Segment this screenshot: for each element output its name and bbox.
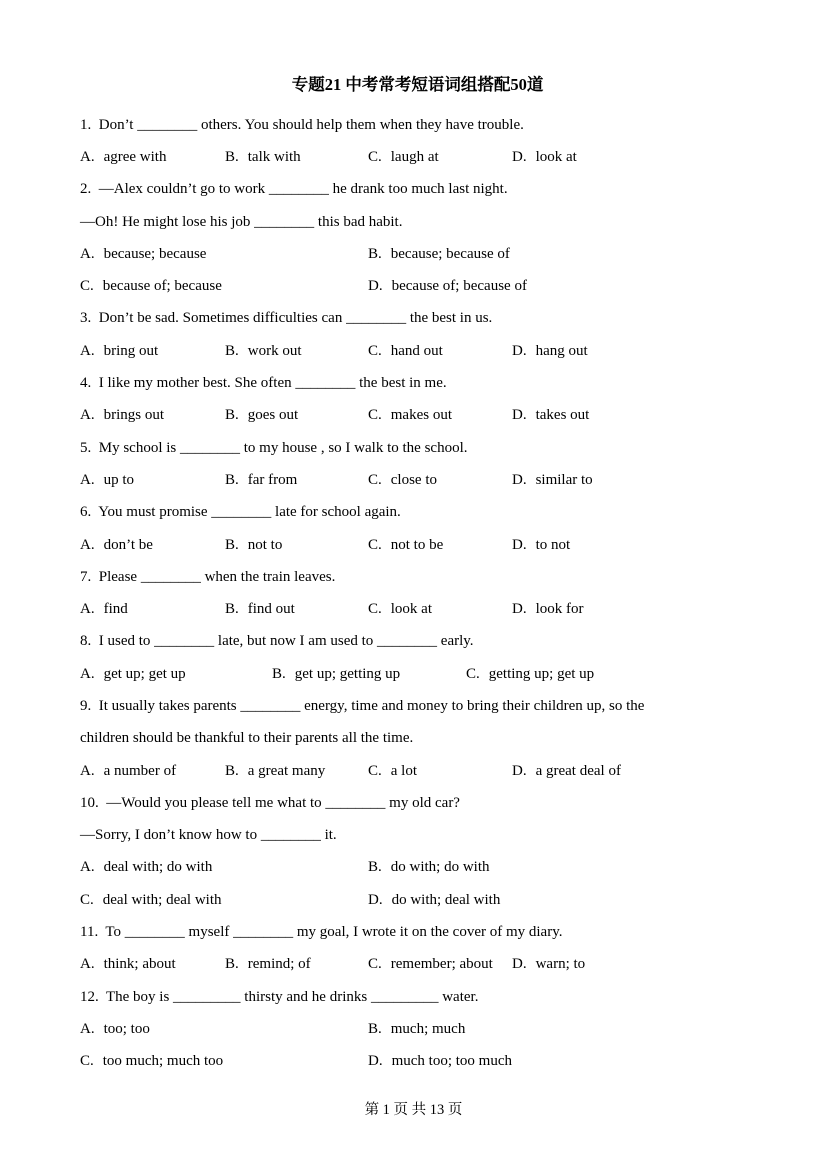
option-text: look for [535,601,584,618]
question [80,432,755,497]
answer-option [368,149,512,166]
question-text-line: 9. It usually takes parents ________ energy, time and money to bring their children up, so the [80,697,645,714]
option-text: brings out [103,407,165,424]
page-content [80,74,755,1078]
option-text: because; because [103,245,207,262]
answer-option [225,407,368,424]
answer-option [80,343,225,360]
option-text: get up; get up [103,665,186,682]
options-row [80,400,755,432]
option-text: agree with [103,148,167,165]
options-row [80,884,755,916]
answer-option [368,956,512,973]
answer-option [512,343,755,360]
option-text: deal with; deal with [102,891,222,908]
answer-option [368,407,512,424]
option-label: A. [80,665,95,682]
option-label: C. [368,148,382,165]
option-text: deal with; do with [103,859,213,876]
page-footer: 第 1 页 共 13 页 [364,1102,463,1118]
options-row [80,464,755,496]
options-row [80,335,755,367]
options-row [80,852,755,884]
option-label: C. [368,342,382,359]
option-text: too much; much too [102,1053,224,1070]
answer-option [225,472,368,489]
option-text: to not [535,536,571,553]
option-text: far from [247,471,298,488]
option-text: up to [103,471,135,488]
question-list [80,109,755,1078]
option-label: A. [80,245,95,262]
option-text: because of; because of [391,278,527,295]
option-text: because of; because [102,278,222,295]
option-text: not to be [390,536,444,553]
answer-option [80,246,368,263]
answer-option [80,1021,368,1038]
question-text-line: 10. —Would you please tell me what to ________ my old car? [80,794,460,811]
question [80,497,755,562]
option-label: B. [368,859,382,876]
option-text: remember; about [390,956,493,973]
answer-option [225,956,368,973]
answer-option [512,472,755,489]
option-text: hand out [390,342,443,359]
option-text: because; because of [390,245,510,262]
answer-option [80,601,225,618]
question [80,981,755,1078]
question [80,561,755,626]
question-text-line: 12. The boy is _________ thirsty and he drinks _________ water. [80,988,479,1005]
option-text: much too; too much [391,1053,512,1070]
answer-option [80,407,225,424]
option-label: B. [225,471,239,488]
answer-option [80,1053,368,1070]
answer-option [225,763,368,780]
option-label: A. [80,956,95,973]
option-text: bring out [103,342,159,359]
question [80,367,755,432]
option-text: work out [247,342,302,359]
option-label: C. [80,278,94,295]
answer-option [512,149,755,166]
question-text-line: 11. To ________ myself ________ my goal, I wrote it on the cover of my diary. [80,924,563,941]
option-text: don’t be [103,536,153,553]
option-label: C. [368,471,382,488]
options-row [80,270,755,302]
option-text: close to [390,471,438,488]
option-label: A. [80,342,95,359]
option-text: do with; deal with [391,891,501,908]
question-text-line: 6. You must promise ________ late for school again. [80,504,401,521]
option-text: do with; do with [390,859,490,876]
answer-option [368,763,512,780]
answer-option [80,278,368,295]
option-label: D. [512,956,527,973]
question-text-line: 7. Please ________ when the train leaves. [80,568,336,585]
answer-option [80,956,225,973]
answer-option [368,343,512,360]
option-text: similar to [535,471,593,488]
option-label: A. [80,601,95,618]
answer-option [466,666,755,683]
option-text: remind; of [247,956,311,973]
option-label: C. [466,665,480,682]
question-text-line: children should be thankful to their parents all the time. [80,730,414,747]
option-text: goes out [247,407,299,424]
option-label: B. [225,762,239,779]
option-text: look at [390,601,433,618]
option-label: A. [80,536,95,553]
question-text-line: —Sorry, I don’t know how to ________ it. [80,827,337,844]
option-label: C. [80,1053,94,1070]
question-text-line: 3. Don’t be sad. Sometimes difficulties can ________ the best in us. [80,310,493,327]
option-label: B. [225,342,239,359]
option-label: A. [80,1020,95,1037]
option-text: a number of [103,762,177,779]
answer-option [225,343,368,360]
answer-option [80,666,272,683]
option-label: D. [512,407,527,424]
answer-option [80,537,225,554]
option-label: A. [80,859,95,876]
answer-option [368,1021,755,1038]
option-label: D. [512,471,527,488]
answer-option [80,859,368,876]
option-text: much; much [390,1020,466,1037]
option-text: look at [535,148,577,165]
option-label: D. [512,342,527,359]
option-label: C. [368,407,382,424]
option-label: A. [80,762,95,779]
answer-option [368,537,512,554]
answer-option [368,859,755,876]
question [80,690,755,787]
question [80,174,755,303]
options-row [80,1046,755,1078]
answer-option [80,472,225,489]
option-text: hang out [535,342,588,359]
option-text: find out [247,601,295,618]
answer-option [512,537,755,554]
question [80,303,755,368]
option-label: A. [80,407,95,424]
option-text: a great many [247,762,326,779]
answer-option [225,537,368,554]
option-label: D. [512,601,527,618]
option-text: think; about [103,956,176,973]
answer-option [368,892,755,909]
option-text: find [103,601,128,618]
answer-option [272,666,466,683]
option-text: get up; getting up [294,665,401,682]
option-text: a lot [390,762,418,779]
option-label: B. [225,407,239,424]
answer-option [512,763,755,780]
answer-option [80,149,225,166]
option-text: not to [247,536,283,553]
options-row [80,141,755,173]
option-label: B. [225,601,239,618]
options-row [80,755,755,787]
option-text: talk with [247,148,301,165]
question [80,626,755,691]
option-label: A. [80,148,95,165]
question-text-line: —Oh! He might lose his job ________ this bad habit. [80,213,403,230]
question-text-line: 8. I used to ________ late, but now I am used to ________ early. [80,633,474,650]
option-label: C. [368,601,382,618]
answer-option [80,763,225,780]
question [80,916,755,981]
options-row [80,529,755,561]
option-text: a great deal of [535,762,621,779]
option-label: D. [368,1053,383,1070]
question-text-line: 4. I like my mother best. She often ________ the best in me. [80,375,447,392]
option-label: D. [512,536,527,553]
answer-option [512,407,755,424]
answer-option [368,278,755,295]
answer-option [512,956,755,973]
option-text: too; too [103,1020,150,1037]
option-label: B. [225,956,239,973]
answer-option [368,472,512,489]
answer-option [225,149,368,166]
answer-option [80,892,368,909]
answer-option [368,1053,755,1070]
option-text: getting up; get up [488,665,595,682]
option-label: D. [368,278,383,295]
options-row [80,949,755,981]
option-text: takes out [535,407,590,424]
options-row [80,593,755,625]
answer-option [368,246,755,263]
option-label: B. [368,245,382,262]
option-text: makes out [390,407,453,424]
option-label: C. [368,762,382,779]
option-label: D. [368,891,383,908]
option-label: B. [225,148,239,165]
option-text: warn; to [535,956,586,973]
options-row [80,1013,755,1045]
option-label: B. [368,1020,382,1037]
option-label: C. [80,891,94,908]
answer-option [512,601,755,618]
question-text-line: 2. —Alex couldn’t go to work ________ he drank too much last night. [80,181,508,198]
page-title: 专题21 中考常考短语词组搭配50道 [291,75,544,94]
option-label: B. [272,665,286,682]
option-label: D. [512,148,527,165]
answer-option [225,601,368,618]
question [80,109,755,174]
option-label: A. [80,471,95,488]
question-text-line: 5. My school is ________ to my house , so I walk to the school. [80,439,468,456]
answer-option [368,601,512,618]
option-text: laugh at [390,148,439,165]
options-row [80,658,755,690]
option-label: C. [368,536,382,553]
options-row [80,238,755,270]
option-label: C. [368,956,382,973]
option-label: D. [512,762,527,779]
question-text-line: 1. Don’t ________ others. You should help them when they have trouble. [80,116,524,133]
question [80,787,755,916]
option-label: B. [225,536,239,553]
